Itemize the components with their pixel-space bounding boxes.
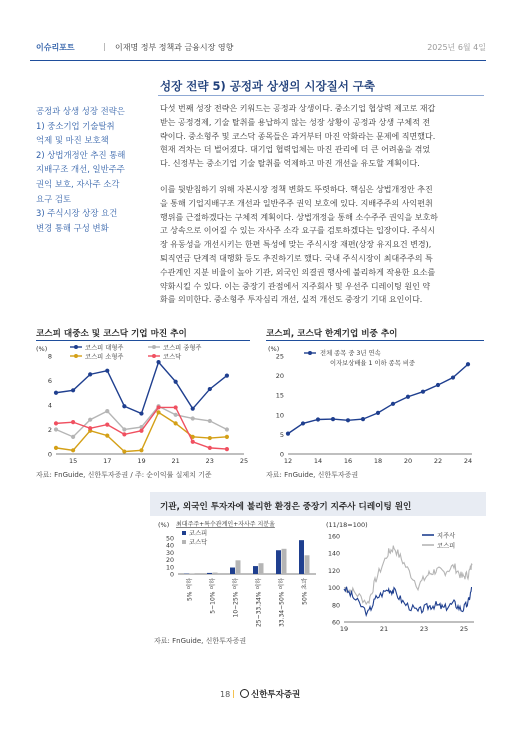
chart3-bar <box>236 560 241 574</box>
chart2-xtick: 18 <box>373 457 383 465</box>
chart2-annotation-1: 전체 종목 중 3년 연속 <box>320 350 381 357</box>
chart2-data-point <box>286 432 290 436</box>
chart2-data-point <box>436 383 440 387</box>
chart3-bar <box>276 550 281 574</box>
chart2-title-rule <box>266 340 484 341</box>
chart1-data-point <box>122 432 126 436</box>
chart2-data-point <box>376 411 380 415</box>
chart3-title: 기관, 외국인 투자자에 불리한 환경은 중장기 지주사 디레이팅 원인 <box>160 502 412 512</box>
chart1-data-point <box>174 405 178 409</box>
chart3-bar <box>282 549 287 574</box>
chart1-data-point <box>208 419 212 423</box>
chart1-legend-marker <box>74 354 78 358</box>
chart3-category-label: 5% 이하 <box>186 578 194 602</box>
chart4-ytick: 160 <box>327 533 340 541</box>
chart1-data-point <box>191 416 195 420</box>
chart4-series-line <box>344 587 472 615</box>
chart1-data-point <box>88 372 92 376</box>
chart1-data-point <box>71 448 75 452</box>
chart1-data-point <box>208 387 212 391</box>
chart1-data-point <box>122 449 126 453</box>
chart1-data-point <box>54 421 58 425</box>
text-line: 략이다. 중소형주 및 코스닥 종목들은 과거부터 마진 악화라는 문제에 직면했다. <box>160 131 436 141</box>
chart1-data-point <box>191 407 195 411</box>
chart4-xtick: 21 <box>379 625 389 633</box>
chart3-bar <box>207 573 212 574</box>
chart3-bar <box>299 540 304 574</box>
chart3-bar <box>230 568 235 574</box>
sidebar-line: 2) 상법개정안 추진 통해 <box>36 149 126 160</box>
chart2-data-point <box>466 362 470 366</box>
chart2-ytick: 0 <box>279 450 284 459</box>
header-separator: | <box>103 42 106 51</box>
chart2-annotation-2: 이자보상배율 1 이하 종목 비중 <box>330 360 416 367</box>
chart4-xtick: 19 <box>339 625 349 633</box>
chart1-data-point <box>71 420 75 424</box>
chart1-data-point <box>88 426 92 430</box>
chart2-xtick: 16 <box>343 457 353 465</box>
chart2-xtick: 22 <box>433 457 443 465</box>
chart3-legend-label: 코스닥 <box>189 539 208 546</box>
chart1-ytick: 4 <box>47 401 52 410</box>
company-name: 신한투자증권 <box>251 690 301 700</box>
text-line: 다. 신정부는 중소기업 기술 탈취를 억제하고 마진 개선을 유도할 계획이다. <box>160 159 420 169</box>
chart1-ytick: 8 <box>47 352 52 361</box>
chart4-legend-label: 지주사 <box>437 532 456 540</box>
chart1-xtick: 23 <box>205 457 214 465</box>
chart4-title: (11/18=100) <box>326 521 368 529</box>
chart2-xtick: 24 <box>463 457 473 465</box>
chart2-ytick: 25 <box>275 352 284 361</box>
text-line: 퇴직연금 단계적 대행화 등도 추진하기로 했다. 국내 주식시장이 최대주주의 특 <box>160 253 433 263</box>
chart4-ytick: 80 <box>331 602 340 610</box>
text-line: 을 통해 기업지배구조 개선과 일반주주 권익 보호에 있다. 지배주주의 사익편취 <box>160 198 433 208</box>
chart1-legend-label: 코스피 중형주 <box>163 344 202 352</box>
footer-separator: | <box>232 689 235 698</box>
chart1-xtick: 17 <box>103 457 112 465</box>
chart3-category-label: 5~10% 이하 <box>209 578 217 614</box>
chart1-title: 코스피 대중소 및 코스닥 기업 마진 추이 <box>36 329 187 339</box>
chart2-data-point <box>331 417 335 421</box>
chart1-data-point <box>156 410 160 414</box>
paragraph-1 <box>160 102 484 171</box>
sidebar-line: 권익 보호, 자사주 소각 <box>36 178 120 189</box>
chart2-data-point <box>316 417 320 421</box>
chart2-data-point <box>391 402 395 406</box>
paragraph-2 <box>160 183 484 307</box>
chart1-data-point <box>105 434 109 438</box>
chart3-bar <box>213 573 218 574</box>
chart2-unit: (%) <box>268 345 280 353</box>
text-line: 장 유동성을 개선시키는 한편 특성에 맞는 주식시장 재편(상장 유지요건 변경), <box>160 240 432 250</box>
chart3-ytick: 40 <box>165 542 174 550</box>
chart3-subtitle: 최대주주+특수관계인+자사주 지분율 <box>176 521 275 528</box>
text-line: 화를 의미한다. 중소형주 투자심리 개선, 실적 개선도 중장기 기대 요인이다. <box>160 295 423 305</box>
chart2-data-point <box>361 417 365 421</box>
chart2-data-point <box>451 375 455 379</box>
text-line: 약화시킬 수 있다. 이는 중장기 관점에서 지주회사 및 우선주 디레이팅 원인 약 <box>160 281 431 291</box>
chart2-title: 코스피, 코스닥 한계기업 비중 추이 <box>266 329 398 339</box>
sidebar-line: 3) 주식시장 상장 요건 <box>36 208 118 219</box>
chart2-ytick: 15 <box>275 391 284 400</box>
chart3-bar-svg <box>154 518 322 632</box>
chart1-svg <box>32 342 254 468</box>
chart3-source: 자료: FnGuide, 신한투자증권 <box>154 637 247 645</box>
chart2-data-point <box>346 418 350 422</box>
chart1-legend-marker <box>152 354 156 358</box>
sidebar-summary <box>36 104 146 235</box>
chart2-data-point <box>406 395 410 399</box>
sidebar-line: 공정과 상생 성장 전략은 <box>36 106 125 116</box>
chart1-legend-label: 코스피 소형주 <box>85 353 124 361</box>
chart1-ytick: 2 <box>47 426 52 434</box>
chart3-ytick: 50 <box>165 535 174 543</box>
chart1-data-point <box>122 427 126 431</box>
chart3-category-label: 50% 초과 <box>301 578 309 605</box>
sidebar-line: 억제 및 마진 보호책 <box>36 135 109 146</box>
chart1-data-point <box>174 421 178 425</box>
text-line: 행위를 근절하겠다는 구체적 계획이다. 상법개정을 통해 소수주주 권익을 보호하 <box>160 212 438 222</box>
section-title: 성장 전략 5) 공정과 상생의 시장질서 구축 <box>160 79 376 93</box>
chart3-ytick: 10 <box>165 564 174 572</box>
chart2-xtick: 20 <box>403 457 413 465</box>
sidebar-line: 요구 검토 <box>36 193 72 204</box>
chart3-legend-swatch <box>182 540 186 544</box>
chart3-unit: (%) <box>158 521 170 529</box>
chart1-legend-label: 코스피 대형주 <box>85 344 124 352</box>
chart2-xtick: 12 <box>283 457 293 465</box>
chart4-ytick: 140 <box>327 550 340 558</box>
chart2-ytick: 5 <box>279 430 284 439</box>
chart1-legend-label: 코스닥 <box>163 353 182 361</box>
chart2-legend-marker <box>308 351 312 355</box>
chart2-source: 자료: FnGuide, 신한투자증권 <box>266 471 359 479</box>
section-rule <box>158 95 484 96</box>
chart2-data-point <box>421 390 425 394</box>
chart1-xtick: 25 <box>239 457 249 465</box>
chart1-ytick: 0 <box>47 450 52 459</box>
chart1-data-point <box>139 448 143 452</box>
chart1-data-point <box>225 447 229 451</box>
chart4-xtick: 23 <box>419 625 429 633</box>
chart2-ytick: 10 <box>275 411 284 420</box>
chart2-svg <box>262 342 486 468</box>
chart3-legend-swatch <box>182 531 186 535</box>
chart3-ytick: 20 <box>165 557 174 565</box>
chart1-data-point <box>54 427 58 431</box>
chart1-data-point <box>225 374 229 378</box>
chart1-ytick: 6 <box>47 377 52 385</box>
page-footer <box>0 686 516 702</box>
chart1-legend-marker <box>74 345 78 349</box>
chart1-data-point <box>156 360 160 364</box>
header-rule <box>30 60 486 61</box>
report-date: 2025년 6월 4일 <box>427 43 486 52</box>
chart1-data-point <box>54 391 58 395</box>
chart1-data-point <box>225 427 229 431</box>
text-line: 현재 격차는 더 벌어졌다. 대기업 협력업체는 마진 관리에 더 큰 어려움을 겪었 <box>160 145 431 155</box>
chart1-data-point <box>208 436 212 440</box>
chart1-data-point <box>174 380 178 384</box>
chart4-ytick: 100 <box>327 585 340 593</box>
report-title: 이재명 정부 정책과 금융시장 영향 <box>115 43 234 52</box>
chart1-data-point <box>156 405 160 409</box>
chart1-data-point <box>105 423 109 427</box>
chart1-data-point <box>71 388 75 392</box>
chart1-xtick: 19 <box>137 457 146 465</box>
report-tag: 이슈리포트 <box>36 43 75 52</box>
chart1-source: 자료: FnGuide, 신한투자증권 / 주: 순이익률 실제치 기준 <box>36 471 212 479</box>
company-logo <box>240 688 300 700</box>
chart3-bar <box>259 563 264 574</box>
chart1-title-rule <box>36 340 250 341</box>
chart4-legend-label: 코스피 <box>437 542 456 550</box>
chart2-data-point <box>301 421 305 425</box>
text-line: 고 상속으로 이어질 수 있는 자사주 소각 요구를 검토하겠다는 입장이다. 주식시 <box>160 226 436 236</box>
chart3-bar <box>253 566 258 574</box>
chart1-unit: (%) <box>36 345 48 353</box>
sidebar-line: 지배구조 개선, 일반주주 <box>36 164 125 175</box>
chart1-xtick: 21 <box>171 457 180 465</box>
chart3-category-label: 25~33.34% 이하 <box>255 578 263 628</box>
chart1-data-point <box>122 404 126 408</box>
chart1-data-point <box>139 429 143 433</box>
chart2-xtick: 14 <box>313 457 323 465</box>
text-line: 이를 뒷받침하기 위해 자본시장 정책 변화도 뚜렷하다. 핵심은 상법개정안 추진 <box>160 185 433 194</box>
text-line: 수관계인 지분 비율이 높아 기관, 외국인 의결권 행사에 불리하게 작용한 요소를 <box>160 267 436 277</box>
chart2-series-line <box>288 364 468 433</box>
chart4-ytick: 120 <box>327 567 340 575</box>
chart1-data-point <box>71 435 75 439</box>
chart4-series-line <box>344 546 472 604</box>
chart1-data-point <box>174 413 178 417</box>
chart1-xtick: 15 <box>68 457 78 465</box>
chart1-series-line <box>56 362 227 413</box>
text-line: 다섯 번째 성장 전략은 키워드는 공정과 상생이다. 중소기업 협상력 제고로 재갑 <box>160 104 436 113</box>
chart1-data-point <box>105 369 109 373</box>
chart4-xtick: 25 <box>459 625 469 633</box>
chart3-category-label: 33.34~50% 이하 <box>278 578 286 628</box>
sidebar-line: 변경 통해 구성 변화 <box>36 222 109 233</box>
chart4-line-svg <box>322 518 486 634</box>
chart4-ytick: 60 <box>331 619 340 627</box>
chart1-data-point <box>139 411 143 415</box>
page-header <box>0 38 516 58</box>
chart3-bar <box>305 555 310 574</box>
chart1-data-point <box>191 440 195 444</box>
company-logo-icon <box>240 689 249 698</box>
chart3-legend-label: 코스피 <box>189 530 208 537</box>
chart3-ytick: 0 <box>169 571 174 579</box>
page-number: 18 <box>220 690 231 699</box>
chart1-data-point <box>105 409 109 413</box>
chart1-data-point <box>88 418 92 422</box>
chart1-data-point <box>208 446 212 450</box>
chart1-data-point <box>54 446 58 450</box>
chart1-legend-marker <box>152 345 156 349</box>
chart1-data-point <box>225 435 229 439</box>
chart3-ytick: 30 <box>165 549 174 557</box>
chart3-category-label: 10~25% 이하 <box>232 578 240 618</box>
text-line: 받는 공정경제, 기술 탈취를 용납하지 않는 성장 상황이 공정과 상생 구체적 전 <box>160 117 431 127</box>
sidebar-line: 1) 중소기업 기술탈취 <box>36 120 115 131</box>
chart2-ytick: 20 <box>275 372 284 381</box>
